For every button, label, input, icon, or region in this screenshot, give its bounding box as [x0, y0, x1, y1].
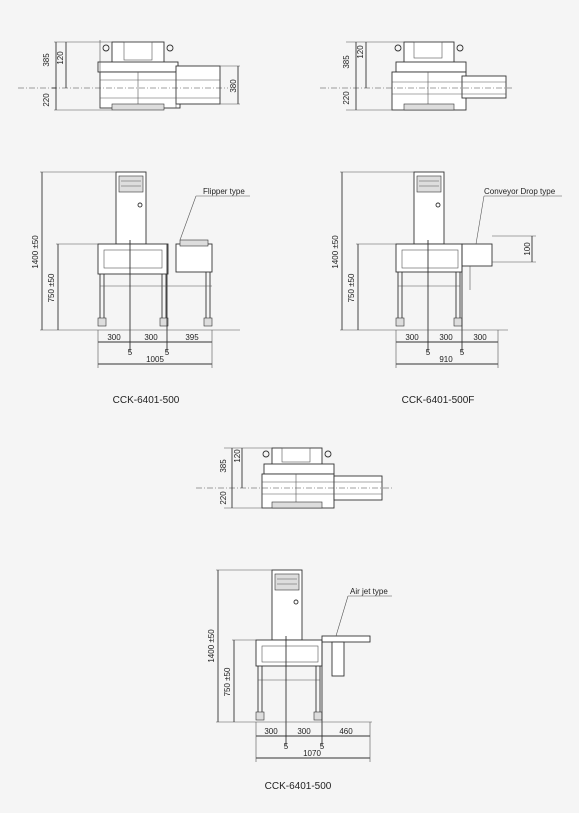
front2-side-dim: 100 — [523, 242, 532, 256]
option-label-flipper: Flipper type — [203, 187, 245, 196]
front3-gap2: 5 — [319, 742, 325, 751]
top3-lower-dim: 220 — [219, 491, 228, 505]
front1-seg1: 300 — [107, 333, 121, 342]
option-label-air-jet: Air jet type — [350, 587, 388, 596]
front1-gap2: 5 — [164, 348, 170, 357]
front2-gap2: 5 — [459, 348, 465, 357]
front-view-model-3 — [207, 570, 392, 792]
front2-seg1: 300 — [405, 333, 419, 342]
front2-total-width: 910 — [439, 355, 453, 364]
top-view-model-2 — [320, 42, 512, 110]
front3-seg3: 460 — [339, 727, 353, 736]
top2-upper-dim: 385 — [342, 55, 351, 69]
top1-lower-dim: 220 — [42, 93, 51, 107]
front3-gap1: 5 — [283, 742, 289, 751]
front3-seg2: 300 — [297, 727, 311, 736]
front1-total-height: 1400 ±50 — [31, 235, 40, 269]
front2-gap1: 5 — [425, 348, 431, 357]
front2-table-height: 750 ±50 — [347, 273, 356, 303]
caption-model-1: CCK-6401-500 — [112, 395, 180, 406]
caption-model-2: CCK-6401-500F — [401, 395, 475, 406]
front2-total-height: 1400 ±50 — [331, 235, 340, 269]
top1-right-dim: 380 — [229, 79, 238, 93]
top1-upper-dim: 385 — [42, 53, 51, 67]
top-view-model-3 — [196, 448, 392, 508]
option-label-conveyor-drop: Conveyor Drop type — [484, 187, 556, 196]
front2-seg3: 300 — [473, 333, 487, 342]
front3-seg1: 300 — [264, 727, 278, 736]
top1-inner-dim: 120 — [56, 51, 65, 65]
front3-table-height: 750 ±50 — [223, 667, 232, 697]
top3-upper-dim: 385 — [219, 459, 228, 473]
caption-model-3: CCK-6401-500 — [264, 781, 332, 792]
front1-seg3: 395 — [185, 333, 199, 342]
front1-seg2: 300 — [144, 333, 158, 342]
top2-lower-dim: 220 — [342, 91, 351, 105]
front2-seg2: 300 — [439, 333, 453, 342]
front-view-model-1 — [31, 172, 250, 406]
front3-total-width: 1070 — [303, 749, 321, 758]
top2-inner-dim: 120 — [356, 45, 365, 59]
front1-table-height: 750 ±50 — [47, 273, 56, 303]
front3-total-height: 1400 ±50 — [207, 629, 216, 663]
top-view-model-1 — [18, 40, 240, 110]
front-view-model-2 — [331, 172, 562, 406]
front1-gap1: 5 — [127, 348, 133, 357]
front1-total-width: 1005 — [146, 355, 164, 364]
top3-inner-dim: 120 — [233, 449, 242, 463]
